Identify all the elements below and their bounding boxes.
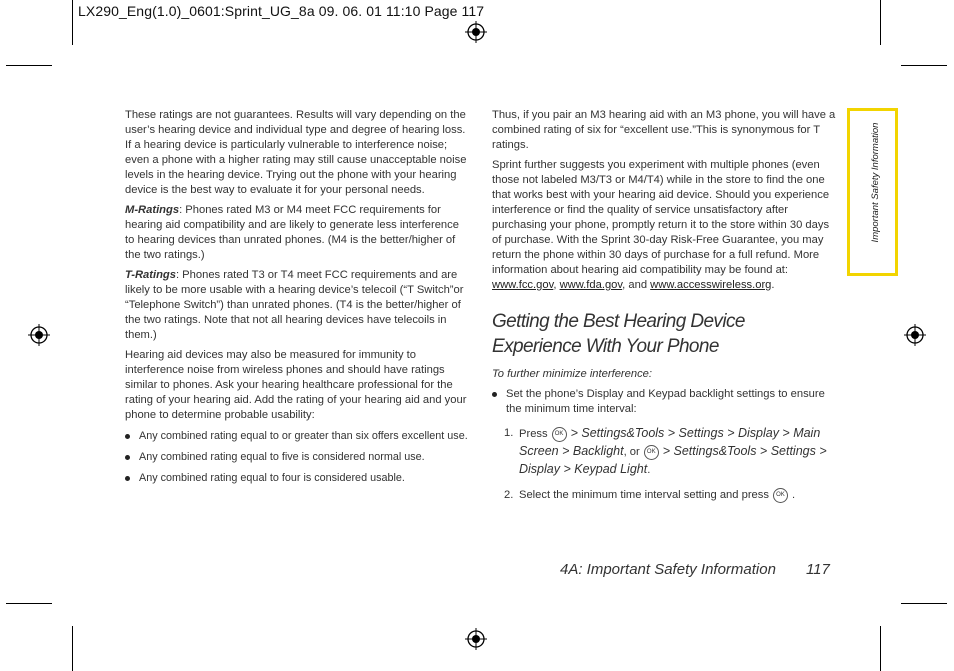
t-ratings-paragraph: [125, 268, 470, 343]
menu-path: > Settings&Tools > Settings > Display > Main Screen > Backlight: [519, 426, 821, 458]
list-item: Any combined rating equal to five is considered normal use.: [125, 450, 470, 465]
crop-mark: [901, 65, 947, 66]
page-number: 117: [805, 561, 830, 578]
section-intro: To further minimize interference:: [492, 368, 653, 380]
menu-ok-key-icon: OK: [552, 427, 567, 442]
list-item: Any combined rating equal to or greater than six offers excellent use.: [125, 429, 470, 444]
m-ratings-paragraph: [125, 203, 470, 263]
menu-ok-key-icon: OK: [644, 445, 659, 460]
steps-list: [492, 425, 837, 504]
registration-mark-icon: [28, 324, 50, 346]
sprint-suggestion-paragraph: Sprint further suggests you experiment with multiple phones (even those not labeled M3/T3 or M4/T4) while in the store to find the one that works best with your hearing aid device. Should you experience interference or find the quality of service unsatisfactory after purchasing your phone, promptly return it to the store within 30 days of purchase. With the Sprint 30-day Risk-Free Guarantee, you may return the phone within 30 days of purchase for a full refund. More information about hearing aid compatibility may be found at: www.fcc.gov, www.fda.gov, and www.accesswireless.org.: [492, 159, 830, 291]
header-slug: LX290_Eng(1.0)_0601:Sprint_UG_8a 09. 06. 01 11:10 Page 117: [78, 3, 485, 19]
list-item: Any combined rating equal to four is considered usable.: [125, 471, 470, 486]
bullet-icon: [125, 434, 130, 439]
step-2: 2. Select the minimum time interval setting and press OK .: [504, 489, 796, 501]
crop-mark: [880, 0, 881, 45]
crop-mark: [880, 626, 881, 671]
accesswireless-link[interactable]: www.accesswireless.org: [650, 279, 772, 291]
footer-section: 4A: Important Safety Information: [560, 561, 776, 578]
crop-mark: [901, 603, 947, 604]
menu-ok-key-icon: OK: [773, 488, 788, 503]
t-ratings-label: T-Ratings: [125, 269, 176, 281]
interference-list: [492, 387, 837, 417]
left-column: [125, 108, 470, 492]
ratings-disclaimer: These ratings are not guarantees. Results will vary depending on the user’s hearing device and individual type and degree of hearing loss. If a hearing device is particularly vulnerable to interference noise; even a phone with a higher rating may still cause unacceptable noise levels in the hearing device. Trying out the phone with your hearing device is the best way to evaluate it for your personal needs.: [125, 109, 467, 196]
fda-link[interactable]: www.fda.gov: [559, 279, 623, 291]
registration-mark-icon: [465, 21, 487, 43]
menu-path: > Settings&Tools > Settings > Display > Keypad Light: [519, 444, 827, 476]
crop-mark: [72, 0, 73, 45]
m-ratings-label: M-Ratings: [125, 204, 180, 216]
fcc-link[interactable]: www.fcc.gov: [492, 279, 554, 291]
bullet-icon: [492, 392, 497, 397]
registration-mark-icon: [904, 324, 926, 346]
immunity-paragraph: Hearing aid devices may also be measured for immunity to interference noise from wireless phones and should have ratings similar to phones. Ask your hearing healthcare professional for the rating of your hearing aid. Add the rating of your hearing aid and your phone to determine probable usability:: [125, 349, 467, 421]
m-ratings-text: : Phones rated M3 or M4 meet FCC requirements for hearing aid compatibility and are likely to generate less interference to hearing devices than unrated phones. (M4 is the better/higher of the two ratings.): [125, 204, 459, 261]
crop-mark: [6, 65, 52, 66]
bullet-icon: [125, 455, 130, 460]
side-tab-label: Important Safety Information: [870, 122, 881, 243]
usability-list: [125, 429, 470, 486]
list-item: Set the phone’s Display and Keypad backlight settings to ensure the minimum time interval:: [492, 387, 837, 417]
registration-mark-icon: [465, 628, 487, 650]
crop-mark: [72, 626, 73, 671]
t-ratings-text: : Phones rated T3 or T4 meet FCC requirements and are likely to be more usable with a hearing device’s telecoil (“T Switch”or “Telephone Switch”) than unrated phones. (T4 is the better/higher of the two ratings. Note that not all hearing devices have telecoils in them.): [125, 269, 464, 341]
right-column: [492, 108, 837, 512]
bullet-icon: [125, 476, 130, 481]
step-1: 1. Press OK > Settings&Tools > Settings > Display > Main Screen > Backlight, or OK > Settings&Tools > Settings > Display > Keypad Light.: [504, 426, 827, 476]
combined-rating-paragraph: Thus, if you pair an M3 hearing aid with an M3 phone, you will have a combined rating of six for “excellent use.”This is synonymous for T ratings.: [492, 109, 836, 151]
section-side-tab: [847, 108, 898, 276]
crop-mark: [6, 603, 52, 604]
page-footer: [560, 561, 830, 578]
section-heading: Getting the Best Hearing Device Experience With Your Phone: [492, 311, 745, 357]
